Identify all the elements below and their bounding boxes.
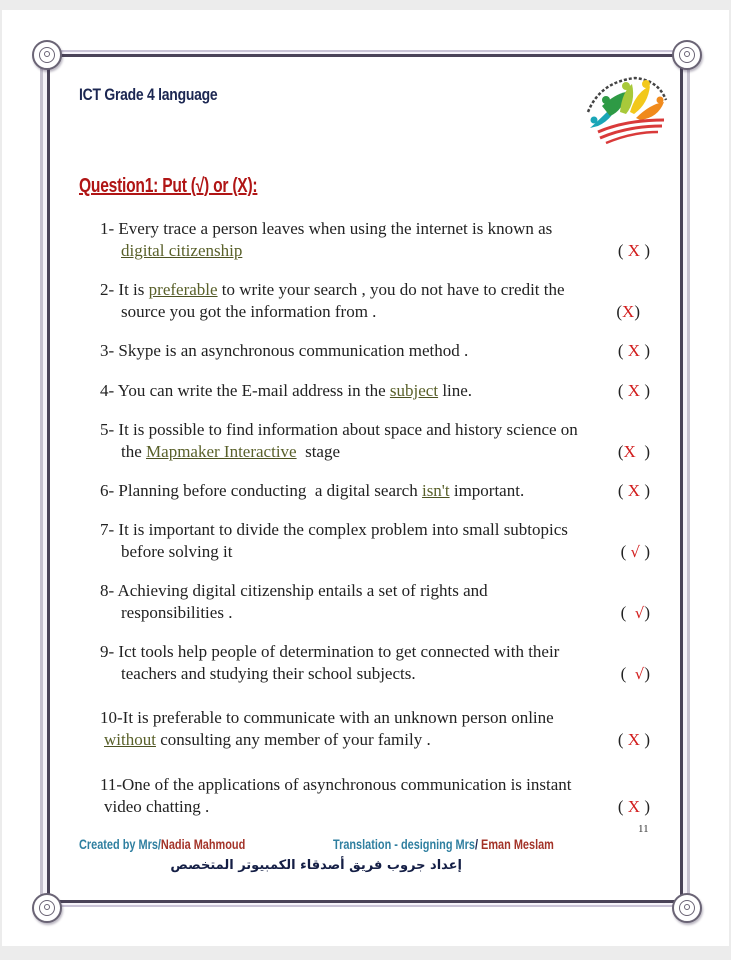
frame-right-border [680,65,690,900]
answer-box: (X ) [617,442,650,461]
answer-box: (X) [616,302,640,321]
question-item [100,380,660,402]
item-text: before solving it [121,542,233,561]
item-text: the Mapmaker Interactive stage [121,442,341,461]
question-item [100,419,660,463]
item-text: 3- Skype is an asynchronous communication method . [100,341,469,360]
item-text: video chatting . [104,797,210,816]
answer-mark: √ [634,665,645,683]
item-text: 5- It is possible to find information about space and history science on [100,420,578,439]
answer-box: ( X ) [617,481,650,500]
answer-box: ( X ) [617,241,650,260]
corner-ornament-icon [32,893,62,923]
answer-box: ( X ) [617,381,650,400]
answer-mark: X [627,481,641,500]
answer-box: ( √ ) [620,542,650,561]
translation-credit: Translation - designing Mrs/ Eman Meslam [333,836,554,852]
frame-top-border [48,50,683,57]
item-text [121,240,242,262]
item-text: 4- You can write the E-mail address in the subject line. [100,381,473,400]
underlined-term: Mapmaker Interactive [146,442,297,461]
question-item [100,580,660,624]
answer-mark: X [627,797,641,816]
team-logo-icon [580,70,670,145]
item-text: 6- Planning before conducting a digital search isn't important. [100,481,525,500]
item-text: 1- Every trace a person leaves when using the internet is known as [100,219,553,238]
answer-mark: √ [634,604,645,622]
answer-box: ( √) [620,603,650,622]
underlined-term: digital citizenship [121,241,243,260]
question-item [100,340,660,362]
answer-mark: X [622,302,635,321]
question-item [100,519,660,563]
question-item [100,279,660,323]
answer-mark: X [627,241,641,260]
arabic-group-credit: إعداد جروب فريق أصدقاء الكمبيوتر المتخصص [170,858,462,873]
corner-ornament-icon [32,40,62,70]
question-heading: Question1: Put (√) or (X): [79,175,258,197]
item-text: responsibilities . [121,603,233,622]
item-text: 2- It is preferable to write your search , you do not have to credit the [100,280,565,299]
answer-mark: X [627,730,641,749]
question-item [100,218,660,262]
item-text: without consulting any member of your family . [104,730,431,749]
item-text: 9- Ict tools help people of determination to get connected with their [100,642,560,661]
answer-mark: X [627,341,641,360]
item-text: 7- It is important to divide the complex problem into small subtopics [100,520,568,539]
item-text: 8- Achieving digital citizenship entails a set of rights and [100,581,488,600]
corner-ornament-icon [672,40,702,70]
answer-box: ( X ) [617,730,650,749]
question-item [100,774,660,818]
frame-bottom-border [48,900,683,907]
item-text: 11-One of the applications of asynchronous communication is instant [100,775,572,794]
item-text: 10-It is preferable to communicate with an unknown person online [100,708,554,727]
question-item [100,707,660,751]
underlined-term: preferable [148,280,218,299]
frame-left-border [40,65,50,900]
question-item [100,480,660,502]
underlined-term: subject [389,381,439,400]
underlined-term: without [104,730,156,749]
underlined-term: isn't [421,481,450,500]
answer-mark: X [623,442,636,461]
item-text: teachers and studying their school subjects. [121,664,416,683]
question-item [100,641,660,685]
answer-mark: √ [630,543,641,561]
item-text: source you got the information from . [121,302,377,321]
answer-mark: X [627,381,641,400]
created-by-credit: Created by Mrs/Nadia Mahmoud [79,836,246,852]
corner-ornament-icon [672,893,702,923]
answer-box: ( X ) [617,797,650,816]
answer-box: ( X ) [617,341,650,360]
page-number: 11 [638,823,649,835]
answer-box: ( √) [620,664,650,683]
page-title: ICT Grade 4 language [79,85,218,104]
